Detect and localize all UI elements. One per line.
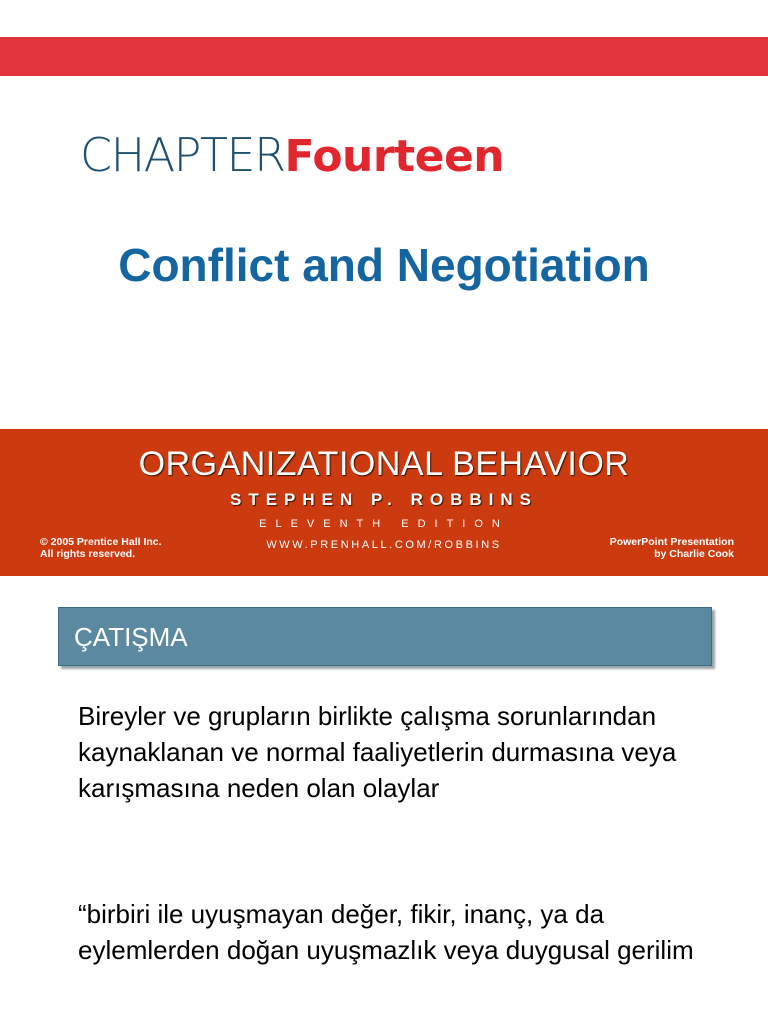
credit-line-1: PowerPoint Presentation [609,536,734,548]
publisher-url: WWW.PRENHALL.COM/ROBBINS [266,539,502,551]
definition-paragraph-1: Bireyler ve grupların birlikte çalışma sorunlarından kaynaklanan ve normal faaliyetlerin durmasına veya karışmasına neden olan olaylar [78,701,677,803]
book-author: STEPHEN P. ROBBINS [229,490,538,509]
book-edition: ELEVENTH EDITION [259,518,509,530]
section-heading-box [58,607,712,666]
copyright-notice [40,536,162,560]
definition-paragraph-2: “birbiri ile uyuşmayan değer, fikir, inanç, ya da eylemlerden doğan uyuşmazlık veya duygusal gerilim [78,899,694,965]
chapter-word: CHAPTER [80,128,285,182]
section-heading: ÇATIŞMA [74,622,188,652]
top-accent-bar [0,37,768,76]
copyright-line-2: All rights reserved. [40,548,136,560]
chapter-number: Fourteen [284,131,505,182]
credit-line-2: by Charlie Cook [654,548,734,560]
book-banner [0,429,768,576]
copyright-line-1: © 2005 Prentice Hall Inc. [40,536,162,548]
book-title: ORGANIZATIONAL BEHAVIOR [138,445,630,483]
slide-title: Conflict and Negotiation [118,239,650,291]
presentation-credit [610,536,734,560]
chapter-heading [80,128,504,188]
